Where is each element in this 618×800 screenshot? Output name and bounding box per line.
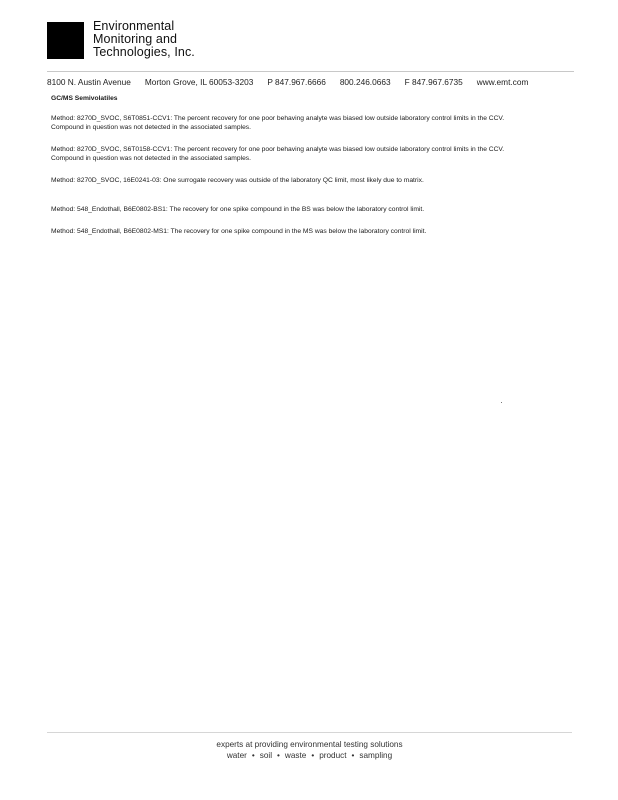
street-address: 8100 N. Austin Avenue — [47, 77, 131, 87]
footer-divider — [47, 732, 572, 733]
service-separator: • — [251, 751, 255, 760]
service-separator: • — [277, 751, 280, 760]
toll-free-number: 800.246.0663 — [339, 77, 391, 87]
service-product: product — [319, 751, 347, 760]
company-name-line-2: Monitoring and — [93, 32, 178, 46]
fax-number: F 847.967.6735 — [404, 77, 463, 87]
footer-tagline: experts at providing environmental testing solutions — [216, 740, 403, 749]
phone-number: P 847.967.6666 — [267, 77, 326, 87]
narrative-note: Method: 8270D_SVOC, 16E0241-03: One surrogate recovery was outside of the laboratory QC limit, most likely due to matrix. — [51, 176, 424, 184]
narrative-note: Method: 548_Endothall, B6E0802-MS1: The recovery for one spike compound in the MS was below the laboratory control limit. — [51, 227, 427, 235]
address-bar — [47, 77, 577, 87]
company-name — [93, 20, 195, 59]
stray-mark — [501, 402, 502, 403]
case-narrative — [51, 94, 531, 248]
service-sampling: sampling — [359, 751, 393, 760]
footer-services — [47, 750, 572, 761]
company-logo — [47, 22, 84, 59]
section-title: GC/MS Semivolatiles — [51, 95, 118, 102]
narrative-note: Method: 548_Endothall, B6E0802-BS1: The recovery for one spike compound in the BS was below the laboratory control limit. — [51, 206, 425, 213]
service-soil: soil — [259, 751, 273, 760]
company-name-line-1: Environmental — [93, 19, 175, 33]
company-name-line-3: Technologies, Inc. — [93, 45, 195, 59]
website-link[interactable]: www.emt.com — [476, 77, 529, 87]
narrative-note: Method: 8270D_SVOC, S6T0851-CCV1: The percent recovery for one poor behaving analyte was biased low outside laboratory control limits in the CCV. Compound in question was not detected in the associated samples. — [51, 114, 505, 131]
narrative-note: Method: 8270D_SVOC, S6T0158-CCV1: The percent recovery for one poor behaving analyte was biased low outside laboratory control limits in the CCV. Compound in question was not detected in the associated samples. — [51, 145, 505, 162]
header-divider — [47, 71, 574, 72]
city-address: Morton Grove, IL 60053-3203 — [144, 77, 254, 87]
page-footer — [47, 739, 572, 761]
service-separator: • — [311, 751, 315, 760]
service-water: water — [226, 751, 247, 760]
service-waste: waste — [284, 751, 307, 760]
service-separator: • — [351, 751, 355, 760]
